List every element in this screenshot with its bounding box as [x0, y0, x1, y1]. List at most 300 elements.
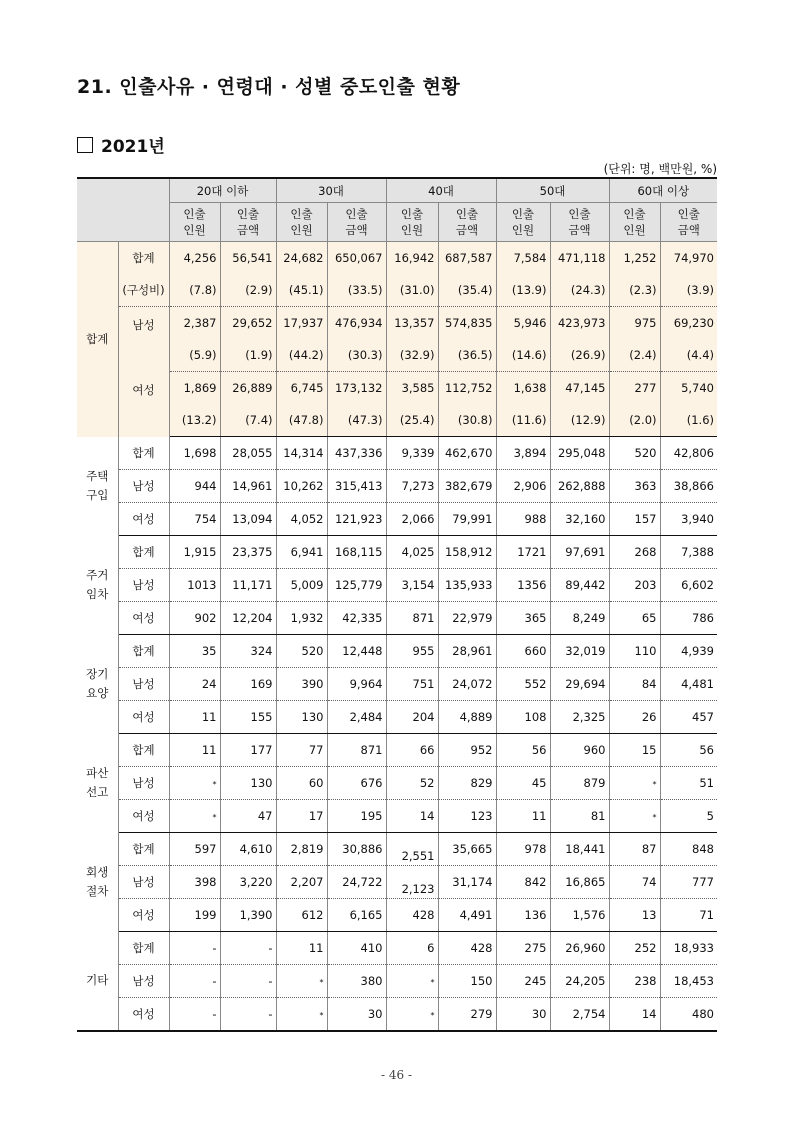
cell-value: 879 [583, 776, 606, 790]
subheader-text: 인출 [568, 207, 591, 221]
cell-value: 4,939 [681, 644, 714, 658]
cell-value: 3,894 [513, 446, 547, 460]
table-cell [550, 404, 609, 437]
cell-value: 9,964 [349, 677, 383, 691]
cell-value: (2.9) [245, 283, 273, 297]
table-cell [220, 307, 276, 340]
table-cell [386, 437, 438, 470]
subheader-people [496, 203, 550, 242]
table-cell [609, 932, 660, 965]
table-cell [438, 998, 496, 1032]
subheader-text: 인원 [400, 223, 424, 237]
cell-value: 158,912 [444, 545, 493, 559]
cell-value: 69,230 [673, 316, 714, 330]
table-cell [169, 866, 220, 899]
cell-value: 2,551 [401, 849, 435, 863]
table-cell [609, 833, 660, 866]
cell-value: 199 [194, 908, 217, 922]
group-label-text: 주택 [86, 469, 109, 483]
cell-value: 275 [524, 941, 547, 955]
cell-value: 952 [470, 743, 493, 757]
cell-value: 398 [194, 875, 217, 889]
table-cell [386, 899, 438, 932]
cell-value: (3.9) [686, 283, 714, 297]
table-cell [550, 734, 609, 767]
table-row [77, 866, 717, 899]
cell-value: (14.6) [511, 348, 547, 362]
table-cell [660, 470, 717, 503]
table-cell [438, 701, 496, 734]
cell-value: 842 [524, 875, 547, 889]
cell-value: * [652, 813, 657, 822]
cell-value: 978 [524, 842, 547, 856]
cell-value: 14 [419, 809, 435, 823]
cell-value: (47.8) [288, 413, 324, 427]
cell-value: 3,940 [681, 512, 714, 526]
table-cell [609, 536, 660, 569]
cell-value: 6 [427, 941, 435, 955]
table-cell [609, 866, 660, 899]
cell-value: (25.4) [399, 413, 435, 427]
cell-value: 295,048 [557, 446, 606, 460]
table-row [77, 833, 717, 866]
cell-value: 786 [692, 611, 714, 625]
table-cell [220, 833, 276, 866]
table-cell [220, 339, 276, 372]
group-label-text: 합계 [86, 331, 109, 346]
table-cell [660, 800, 717, 833]
cell-value: 7,273 [401, 479, 435, 493]
cell-value: 32,160 [565, 512, 606, 526]
table-cell [169, 734, 220, 767]
subheader-text: 금액 [236, 223, 260, 237]
cell-value: 829 [470, 776, 493, 790]
cell-value: (44.2) [288, 348, 324, 362]
cell-value: 31,174 [452, 875, 493, 889]
table-cell [386, 998, 438, 1032]
table-cell [438, 899, 496, 932]
table-cell [438, 767, 496, 800]
cell-value: 7,584 [513, 251, 547, 265]
table-cell [496, 668, 550, 701]
cell-value: (31.0) [399, 283, 435, 297]
cell-value: 6,602 [681, 578, 714, 592]
table-cell [169, 668, 220, 701]
cell-value: 56 [531, 743, 547, 757]
table-cell [496, 800, 550, 833]
table-cell [169, 437, 220, 470]
cell-value: 4,889 [459, 710, 493, 724]
cell-value: - [268, 941, 273, 955]
table-cell [169, 372, 220, 405]
subheader-text: 인출 [400, 207, 424, 221]
group-label-text: 임차 [86, 587, 109, 601]
table-cell [276, 470, 327, 503]
table-cell [496, 602, 550, 635]
table-cell [327, 932, 386, 965]
cell-value: 7,388 [681, 545, 714, 559]
cell-value: (7.4) [245, 413, 273, 427]
table-row [77, 569, 717, 602]
cell-value: 2,387 [183, 316, 217, 330]
table-cell [276, 668, 327, 701]
cell-value: 457 [692, 710, 714, 724]
table-cell [438, 372, 496, 405]
table-cell [327, 404, 386, 437]
table-cell [550, 866, 609, 899]
table-cell [327, 470, 386, 503]
table-cell [550, 470, 609, 503]
cell-value: 324 [250, 644, 273, 658]
subheader-text: 인원 [290, 223, 313, 237]
cell-value: 89,442 [565, 578, 606, 592]
table-cell [660, 503, 717, 536]
table-cell [496, 242, 550, 275]
table-cell [550, 503, 609, 536]
cell-value: - [268, 974, 273, 988]
row-label: 여성 [118, 701, 169, 734]
table-cell [550, 965, 609, 998]
table-cell [660, 866, 717, 899]
table-cell [327, 800, 386, 833]
table-cell [327, 602, 386, 635]
cell-value: 52 [419, 776, 435, 790]
header-corner [77, 178, 169, 242]
cell-value: 5 [706, 809, 714, 823]
cell-value: 29,652 [232, 316, 273, 330]
subheader-text: 인출 [236, 207, 260, 221]
cell-value: 252 [634, 941, 657, 955]
age-header: 30대 [276, 178, 386, 203]
subheader-text: 금액 [345, 223, 368, 237]
cell-value: 1,576 [572, 908, 606, 922]
cell-value: 28,055 [232, 446, 273, 460]
unit-note: (단위: 명, 백만원, %) [603, 162, 717, 176]
group-label-text: 요양 [86, 686, 109, 700]
table-cell [660, 767, 717, 800]
cell-value: 1,915 [183, 545, 217, 559]
row-label: 합계 [118, 635, 169, 668]
cell-value: 902 [194, 611, 217, 625]
table-cell [550, 242, 609, 275]
table-cell [169, 503, 220, 536]
page-number: - 46 - [380, 1068, 412, 1082]
table-cell [438, 800, 496, 833]
cell-value: 24,722 [342, 875, 383, 889]
table-cell [496, 701, 550, 734]
table-cell [550, 998, 609, 1032]
cell-value: 390 [301, 677, 324, 691]
group-label-text: 절차 [86, 884, 109, 898]
cell-value: 169 [250, 677, 273, 691]
table-cell [386, 866, 438, 899]
table-cell [660, 602, 717, 635]
cell-value: 2,484 [349, 710, 383, 724]
table-cell [276, 734, 327, 767]
table-cell [496, 866, 550, 899]
row-label: 여성 [118, 503, 169, 536]
table-cell [550, 536, 609, 569]
table-cell [438, 866, 496, 899]
cell-value: 26,960 [565, 941, 606, 955]
table-cell [550, 899, 609, 932]
cell-value: 6,941 [290, 545, 324, 559]
cell-value: 18,453 [673, 974, 714, 988]
cell-value: 1721 [517, 545, 547, 559]
table-cell [386, 932, 438, 965]
table-cell [169, 767, 220, 800]
table-cell [386, 307, 438, 340]
cell-value: 660 [524, 644, 547, 658]
table-cell [496, 503, 550, 536]
cell-value: 77 [308, 743, 324, 757]
subheader-amount [660, 203, 717, 242]
table-cell [327, 242, 386, 275]
table-cell [386, 800, 438, 833]
subheader-text: 인출 [623, 207, 646, 221]
table-cell [609, 965, 660, 998]
cell-value: (26.9) [570, 348, 606, 362]
table-cell [438, 437, 496, 470]
table-cell [438, 536, 496, 569]
table-row [77, 470, 717, 503]
cell-value: 121,923 [334, 512, 383, 526]
cell-value: 14,314 [283, 446, 324, 460]
cell-value: 268 [634, 545, 657, 559]
table-cell [220, 899, 276, 932]
cell-value: 11 [201, 710, 217, 724]
cell-value: 35,665 [452, 842, 493, 856]
cell-value: 15 [641, 743, 657, 757]
cell-value: 3,154 [401, 578, 435, 592]
table-cell [276, 536, 327, 569]
table-row [77, 635, 717, 668]
cell-value: 195 [360, 809, 383, 823]
cell-value: 279 [470, 1007, 493, 1021]
cell-value: 14 [641, 1007, 657, 1021]
row-label: 합계 [118, 734, 169, 767]
table-cell [327, 274, 386, 307]
cell-value: 24,072 [452, 677, 493, 691]
cell-value: 123 [470, 809, 493, 823]
cell-value: 42,806 [673, 446, 714, 460]
table-cell [220, 470, 276, 503]
cell-value: - [212, 974, 217, 988]
group-label-text: 장기 [86, 667, 109, 681]
table-cell [496, 635, 550, 668]
cell-value: 74 [641, 875, 657, 889]
row-label: 합계 [118, 833, 169, 866]
table-row [77, 800, 717, 833]
cell-value: 4,025 [401, 545, 435, 559]
table-cell [609, 998, 660, 1032]
cell-value: 14,961 [232, 479, 273, 493]
cell-value: 2,123 [401, 882, 435, 896]
table-cell [220, 965, 276, 998]
table-cell [660, 437, 717, 470]
table-cell [496, 734, 550, 767]
cell-value: (7.8) [189, 283, 217, 297]
subheader-amount [550, 203, 609, 242]
table-cell [609, 668, 660, 701]
cell-value: 12,204 [232, 611, 273, 625]
table-cell [609, 635, 660, 668]
table-cell [496, 404, 550, 437]
cell-value: 2,066 [401, 512, 435, 526]
table-cell [609, 767, 660, 800]
table-cell [438, 404, 496, 437]
group-label-text: 회생 [86, 865, 109, 879]
cell-value: 380 [360, 974, 383, 988]
cell-value: 2,754 [572, 1007, 606, 1021]
cell-value: 4,491 [459, 908, 493, 922]
group-label-text: 구입 [86, 488, 109, 502]
cell-value: 8,249 [572, 611, 606, 625]
cell-value: (32.9) [399, 348, 435, 362]
cell-value: 6,165 [349, 908, 383, 922]
cell-value: 18,933 [673, 941, 714, 955]
cell-value: 13,357 [394, 316, 435, 330]
cell-value: 74,970 [673, 251, 714, 265]
subheader-text: 인원 [183, 223, 206, 237]
cell-value: * [212, 780, 217, 789]
subheader-text: 인출 [677, 207, 700, 221]
subheader-text: 인출 [511, 207, 535, 221]
cell-value: (13.9) [511, 283, 547, 297]
table-cell [550, 932, 609, 965]
cell-value: 42,335 [342, 611, 383, 625]
cell-value: 26,889 [232, 381, 273, 395]
table-row [77, 242, 717, 275]
table-cell [169, 307, 220, 340]
table-cell [276, 965, 327, 998]
table-cell [550, 701, 609, 734]
cell-value: 173,132 [334, 381, 383, 395]
cell-value: 13,094 [232, 512, 273, 526]
cell-value: (2.3) [629, 283, 657, 297]
table-cell [276, 800, 327, 833]
cell-value: 11,171 [232, 578, 273, 592]
cell-value: 17,937 [283, 316, 324, 330]
cell-value: (12.9) [570, 413, 606, 427]
cell-value: 520 [301, 644, 324, 658]
cell-value: 135,933 [444, 578, 493, 592]
table-cell [276, 404, 327, 437]
table-cell [496, 372, 550, 405]
table-cell [660, 932, 717, 965]
row-label: 남성 [118, 767, 169, 800]
cell-value: 650,067 [334, 251, 383, 265]
table-cell [609, 372, 660, 405]
subheader-text: 인원 [511, 223, 535, 237]
cell-value: 150 [470, 974, 493, 988]
cell-value: 30 [531, 1007, 547, 1021]
cell-value: - [268, 1007, 273, 1021]
cell-value: 11 [308, 941, 324, 955]
cell-value: 480 [692, 1007, 714, 1021]
table-row [77, 503, 717, 536]
cell-value: (11.6) [511, 413, 547, 427]
cell-value: 4,052 [290, 512, 324, 526]
age-header: 20대 이하 [169, 178, 276, 203]
table-cell [220, 668, 276, 701]
table-cell [169, 833, 220, 866]
cell-value: 47,145 [565, 381, 606, 395]
cell-value: (13.2) [181, 413, 217, 427]
table-cell [438, 503, 496, 536]
table-cell [609, 899, 660, 932]
cell-value: 428 [412, 908, 435, 922]
cell-value: 777 [692, 875, 714, 889]
table-cell [327, 635, 386, 668]
table-cell [220, 569, 276, 602]
cell-value: 1,698 [183, 446, 217, 460]
table-cell [496, 899, 550, 932]
table-cell [386, 701, 438, 734]
cell-value: 1356 [517, 578, 547, 592]
cell-value: 125,779 [334, 578, 383, 592]
table-cell [609, 307, 660, 340]
table-cell [660, 701, 717, 734]
group-label [77, 536, 118, 635]
table-cell [386, 965, 438, 998]
table-cell [660, 899, 717, 932]
table-cell [169, 404, 220, 437]
cell-value: 363 [634, 479, 657, 493]
cell-value: 1,869 [183, 381, 217, 395]
table-cell [660, 668, 717, 701]
table-cell [609, 404, 660, 437]
cell-value: 18,441 [565, 842, 606, 856]
row-label: 남성 [118, 569, 169, 602]
cell-value: 84 [641, 677, 657, 691]
group-label [77, 635, 118, 734]
cell-value: * [430, 1011, 435, 1020]
cell-value: 988 [524, 512, 547, 526]
table-cell [327, 965, 386, 998]
age-header: 50대 [496, 178, 609, 203]
cell-value: 848 [692, 842, 714, 856]
cell-value: 1,932 [290, 611, 324, 625]
table-cell [169, 998, 220, 1032]
cell-value: 79,991 [452, 512, 493, 526]
cell-value: 45 [531, 776, 547, 790]
table-cell [496, 274, 550, 307]
subheader-text: 인출 [455, 207, 479, 221]
cell-value: 11 [531, 809, 547, 823]
table-cell [438, 734, 496, 767]
cell-value: (5.9) [189, 348, 217, 362]
cell-value: (36.5) [457, 348, 493, 362]
table-row [77, 701, 717, 734]
row-label: 여성 [118, 602, 169, 635]
cell-value: 365 [524, 611, 547, 625]
cell-value: 612 [301, 908, 324, 922]
table-cell [438, 635, 496, 668]
cell-value: 4,610 [239, 842, 273, 856]
subheader-text: 인출 [345, 207, 368, 221]
table-cell [386, 602, 438, 635]
table-cell [496, 307, 550, 340]
group-label-text: 파산 [86, 766, 109, 780]
cell-value: 871 [360, 743, 383, 757]
cell-value: 2,906 [513, 479, 547, 493]
withdrawal-table [77, 177, 717, 1032]
cell-value: (30.8) [457, 413, 493, 427]
subheader-text: 인출 [183, 207, 206, 221]
table-row [77, 437, 717, 470]
table-cell [550, 635, 609, 668]
